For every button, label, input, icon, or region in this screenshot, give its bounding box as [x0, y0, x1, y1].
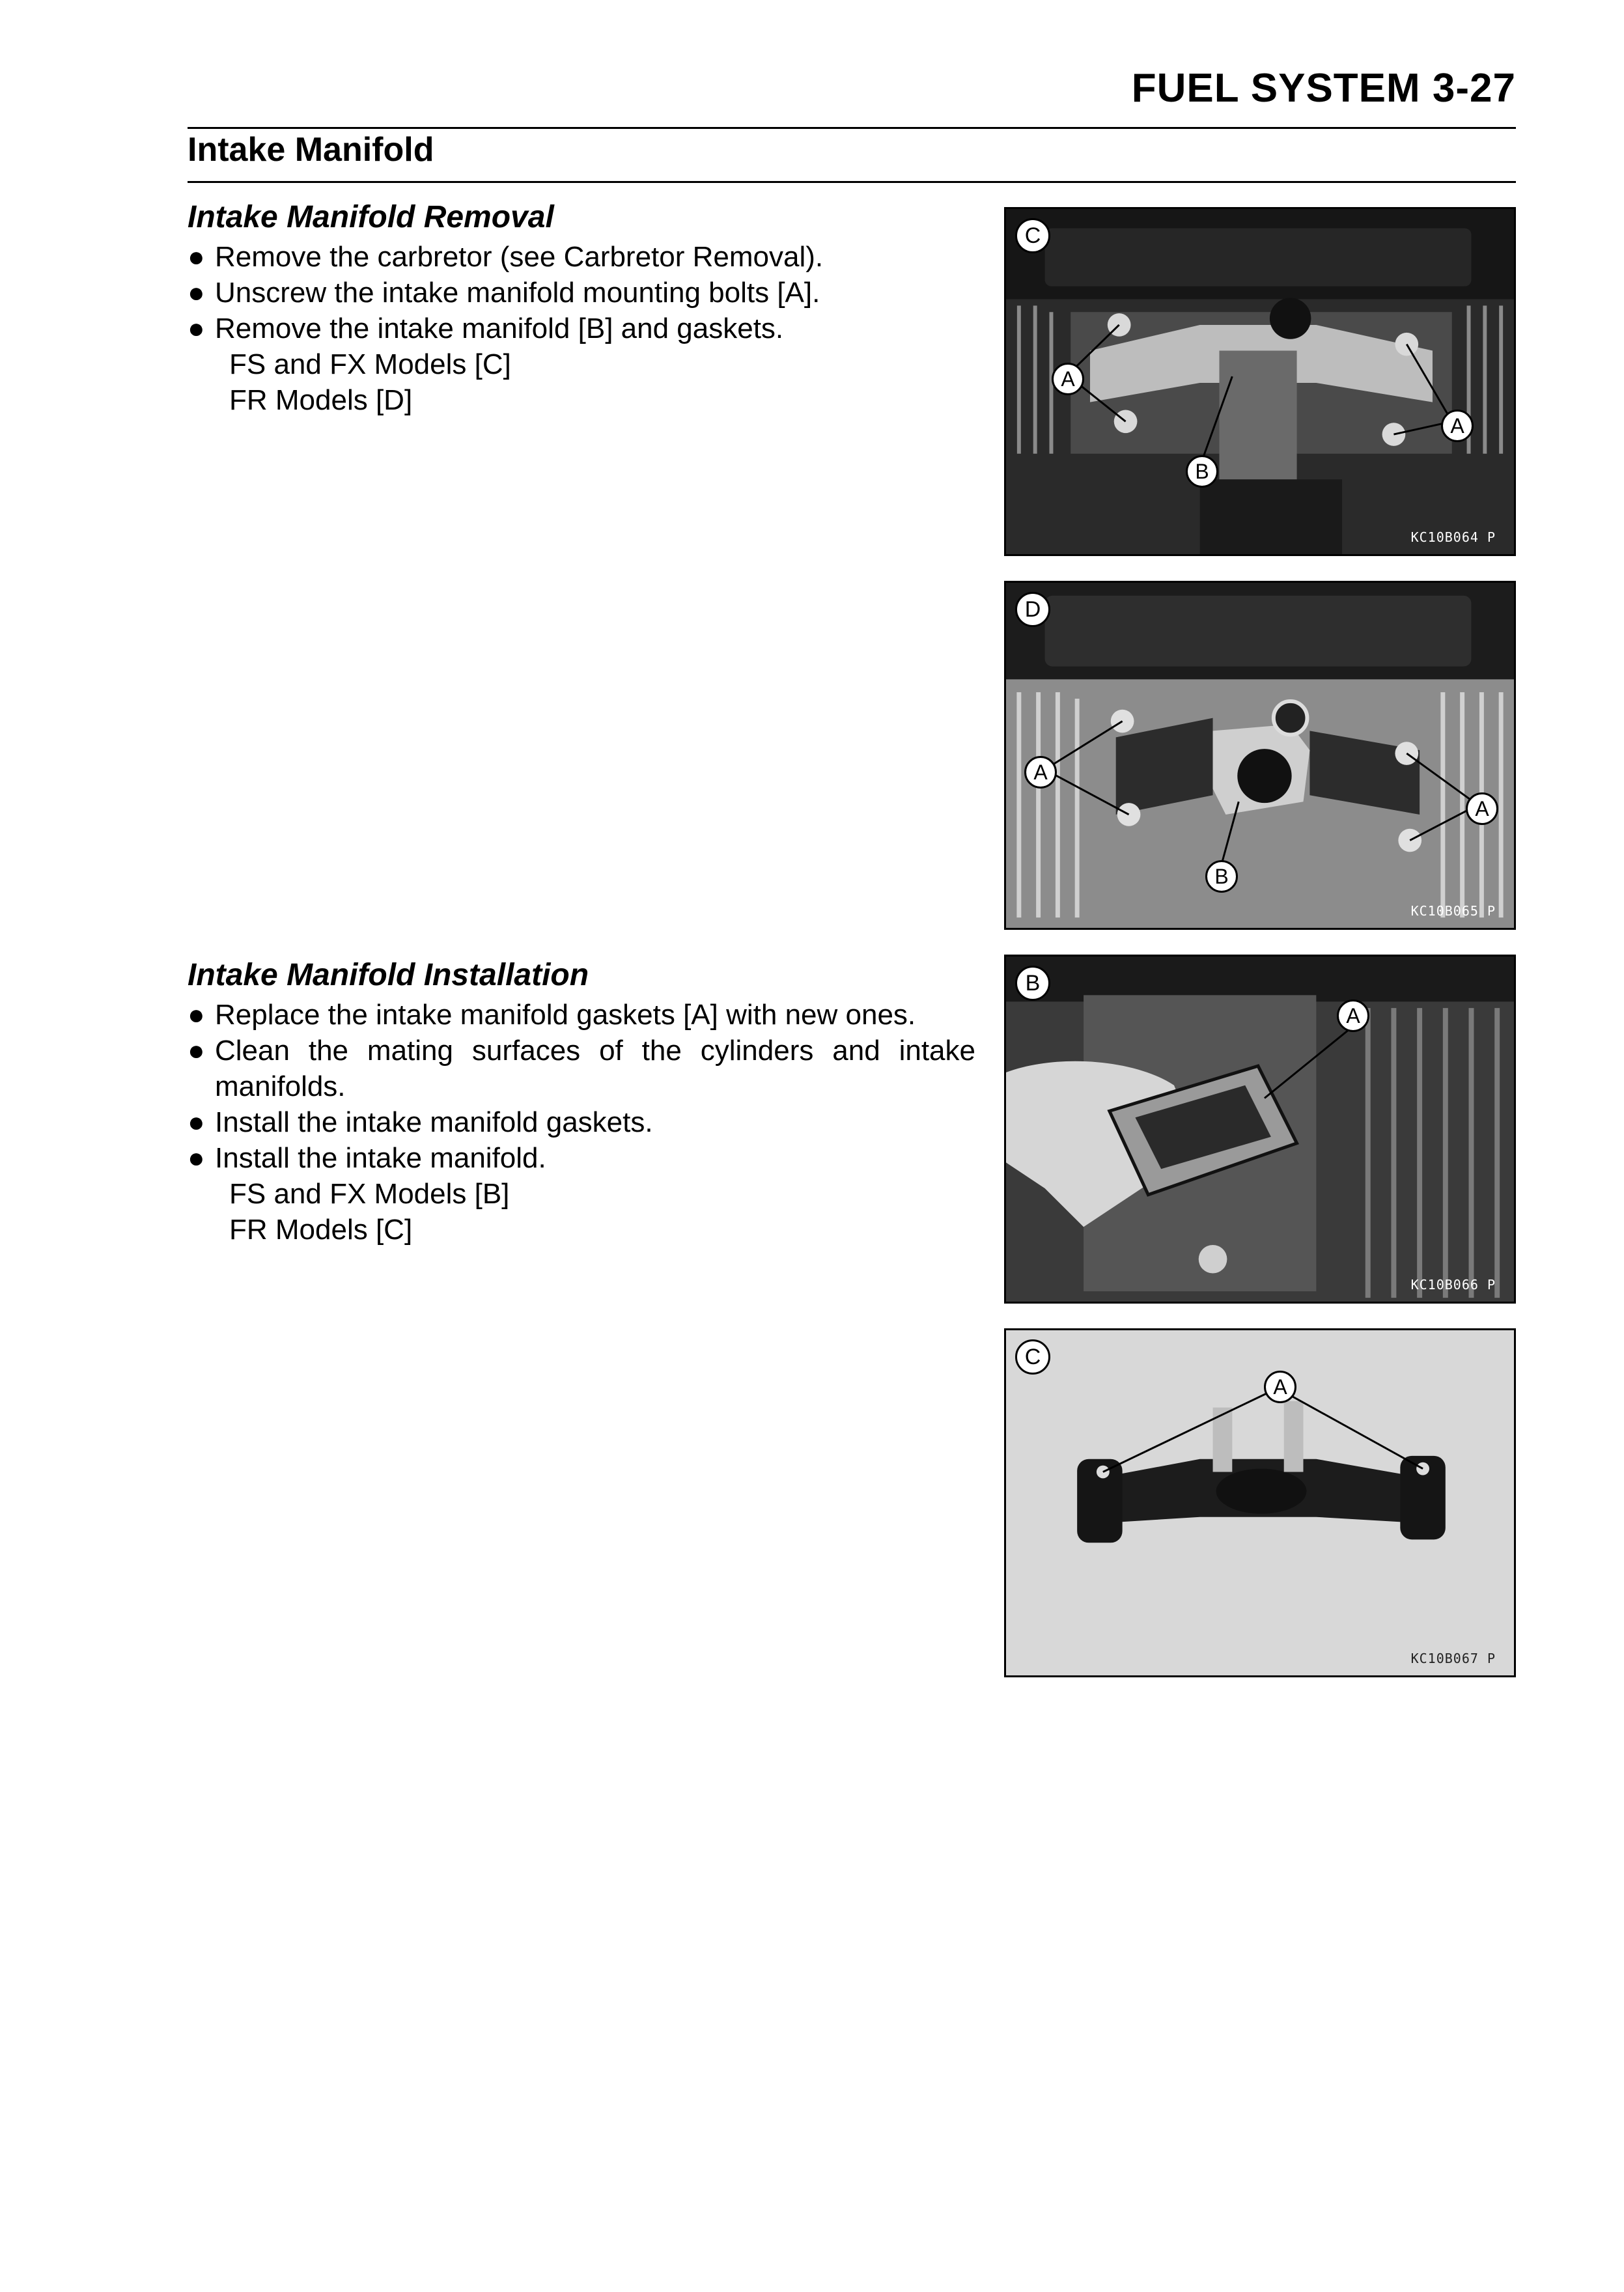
- installation-section: [188, 957, 975, 1248]
- header-rule: [188, 127, 1516, 129]
- callout-a: A: [1024, 756, 1057, 789]
- bullet-icon: ●: [188, 313, 205, 344]
- callout-a: A: [1441, 410, 1474, 442]
- bullet-icon: ●: [188, 999, 205, 1031]
- callout-a: A: [1052, 363, 1084, 395]
- callout-b: B: [1186, 455, 1218, 488]
- figure-code: KC10B064 P: [1410, 529, 1496, 545]
- figure-photo-gasket-install: [1004, 955, 1516, 1304]
- installation-step: ● Replace the intake manifold gaskets [A] with new ones.: [188, 997, 975, 1033]
- removal-step: ● Remove the carbretor (see Carbretor Removal).: [188, 239, 975, 275]
- installation-sub-item: FS and FX Models [B]: [229, 1178, 510, 1210]
- figure-label: C: [1015, 1339, 1050, 1375]
- section-rule: [188, 181, 1516, 183]
- figure-code: KC10B066 P: [1410, 1277, 1496, 1293]
- part-photo-illustration: [1006, 1330, 1514, 1675]
- bullet-icon: ●: [188, 1142, 205, 1174]
- bullet-icon: ●: [188, 241, 205, 273]
- installation-step: ● Clean the mating surfaces of the cylinders and intake manifolds.: [188, 1033, 975, 1104]
- callout-a: A: [1264, 1371, 1296, 1403]
- removal-heading: Intake Manifold Removal: [188, 200, 554, 234]
- figure-photo-manifold-part: [1004, 1328, 1516, 1677]
- bullet-icon: ●: [188, 1035, 205, 1067]
- engine-photo-illustration: [1006, 583, 1514, 928]
- figure-label: B: [1015, 966, 1050, 1001]
- installation-sub-item: FR Models [C]: [229, 1214, 413, 1246]
- callout-b: B: [1205, 860, 1238, 893]
- removal-step: ● Unscrew the intake manifold mounting bolts [A].: [188, 275, 975, 311]
- engine-photo-illustration: [1006, 957, 1514, 1302]
- page-header: FUEL SYSTEM 3-27: [1131, 66, 1516, 111]
- figure-label: C: [1015, 218, 1050, 253]
- installation-step: ● Install the intake manifold.: [188, 1140, 975, 1176]
- figure-photo-fs-fx-manifold: [1004, 207, 1516, 556]
- removal-sub-item: FR Models [D]: [229, 384, 413, 416]
- section-title: Intake Manifold: [188, 131, 434, 169]
- bullet-icon: ●: [188, 1106, 205, 1138]
- figure-label: D: [1015, 592, 1050, 627]
- figure-code: KC10B067 P: [1410, 1651, 1496, 1666]
- callout-a: A: [1337, 999, 1369, 1032]
- removal-sub-item: FS and FX Models [C]: [229, 348, 511, 380]
- installation-heading: Intake Manifold Installation: [188, 958, 589, 992]
- figure-photo-fr-manifold: [1004, 581, 1516, 930]
- callout-a: A: [1466, 792, 1498, 825]
- bullet-icon: ●: [188, 277, 205, 309]
- removal-section: [188, 199, 975, 418]
- figure-code: KC10B065 P: [1410, 903, 1496, 919]
- installation-step: ● Install the intake manifold gaskets.: [188, 1104, 975, 1140]
- removal-step: ● Remove the intake manifold [B] and gaskets.: [188, 311, 975, 346]
